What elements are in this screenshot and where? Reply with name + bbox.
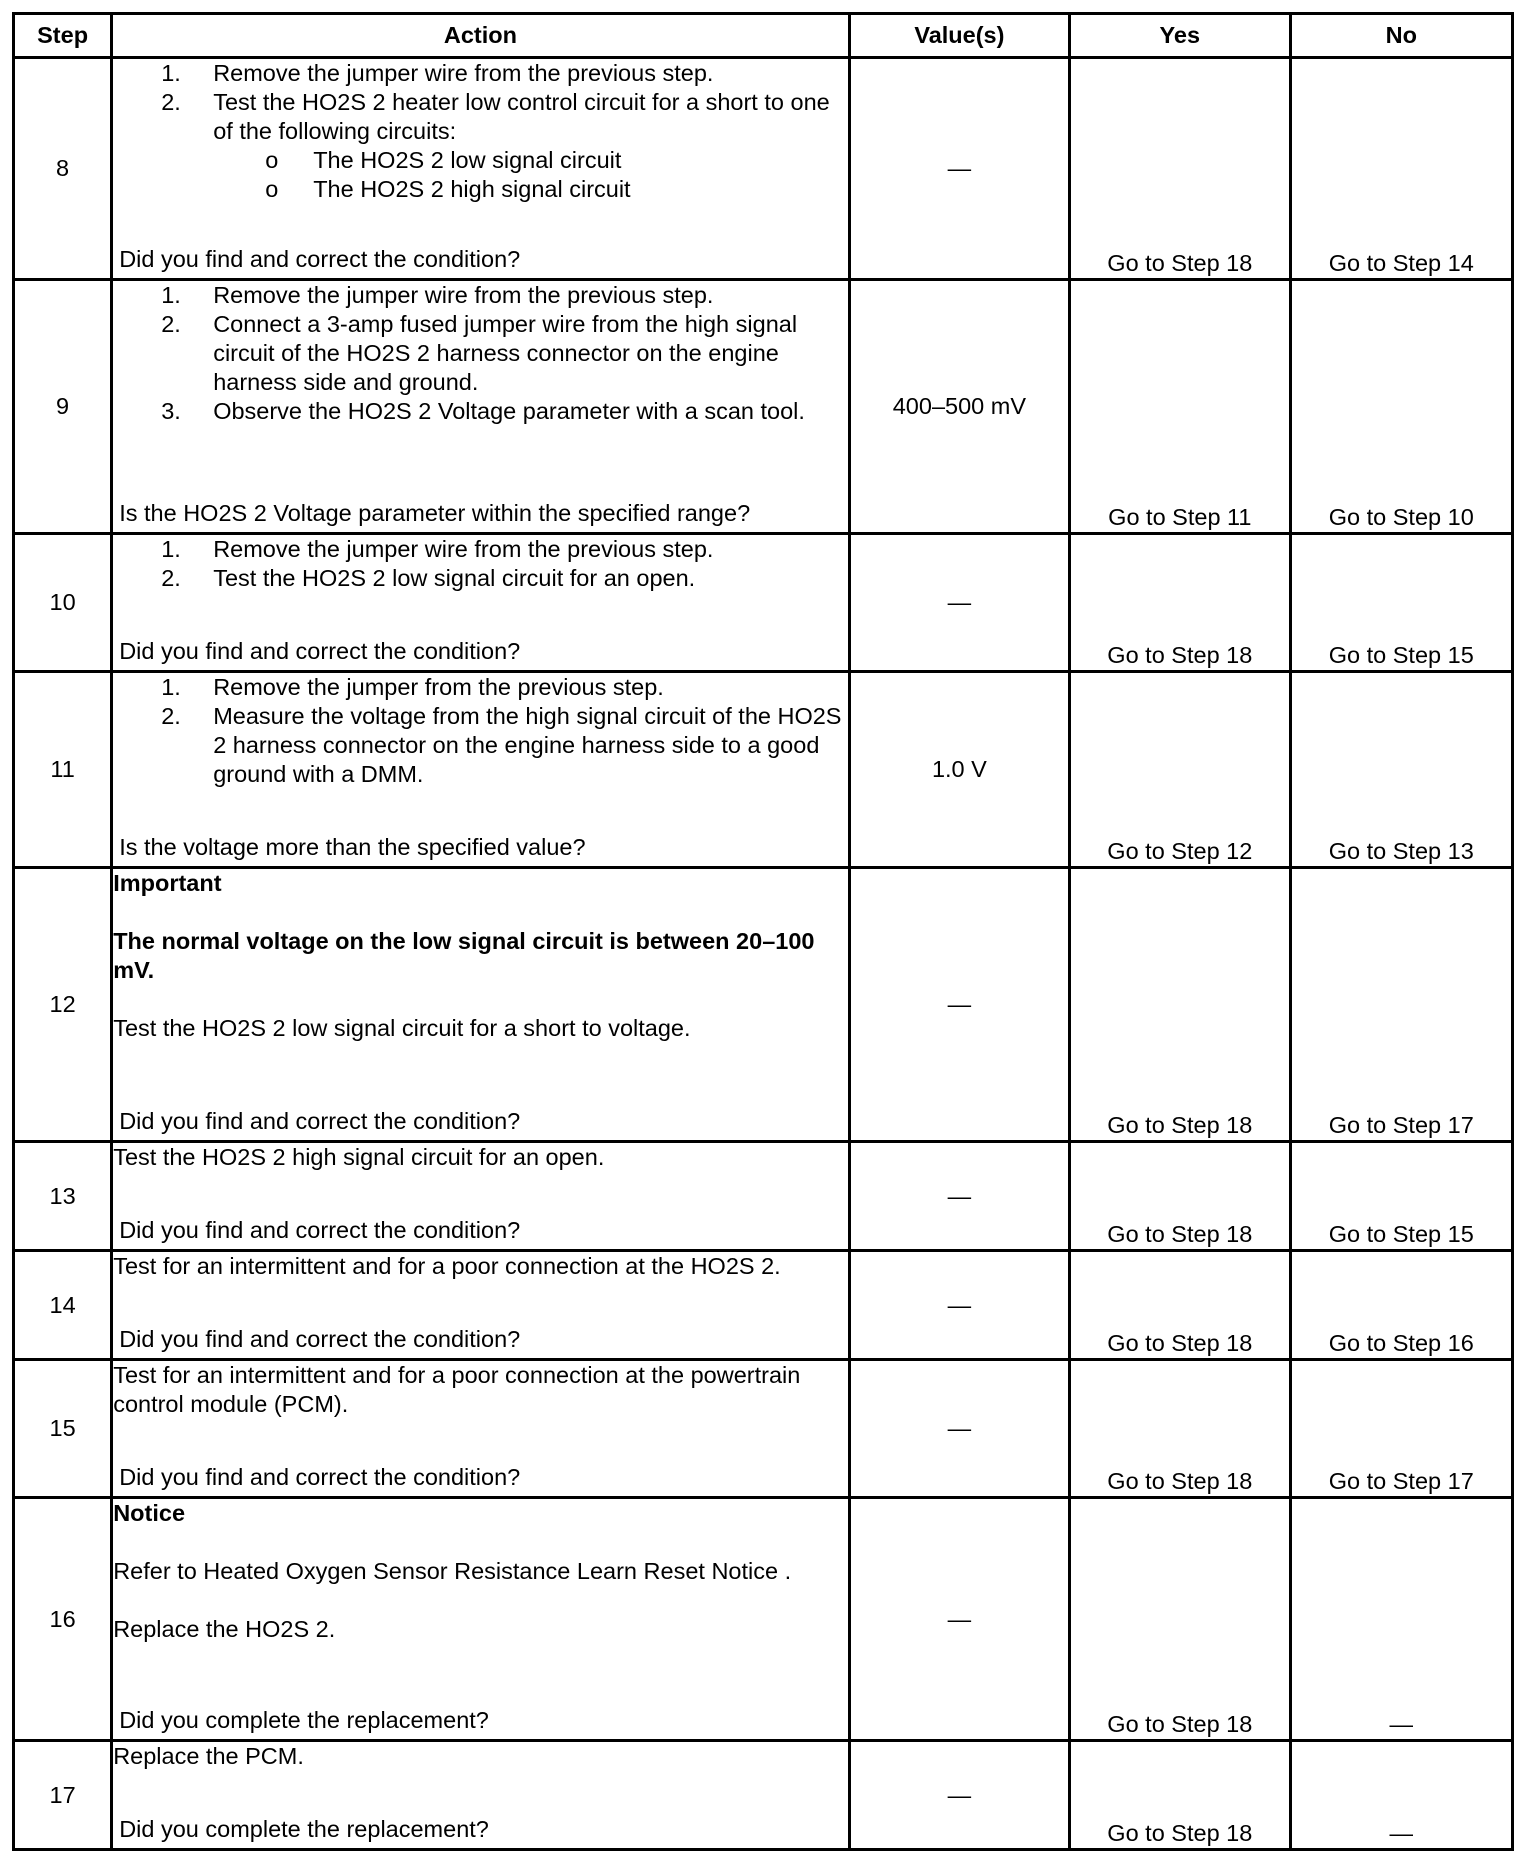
question-text: Did you find and correct the condition? xyxy=(119,1464,521,1490)
no-cell: — xyxy=(1290,1741,1512,1850)
action-list xyxy=(113,673,847,789)
step-number: 17 xyxy=(14,1741,112,1850)
action-text: Replace the PCM. xyxy=(113,1743,304,1769)
yes-cell: Go to Step 18 xyxy=(1070,1142,1290,1251)
question-text: Did you find and correct the condition? xyxy=(119,638,521,664)
question-text: Did you find and correct the condition? xyxy=(119,1108,521,1134)
value-cell: — xyxy=(849,1360,1069,1498)
value-cell: 1.0 V xyxy=(849,672,1069,868)
step-number: 12 xyxy=(14,868,112,1142)
no-cell: Go to Step 17 xyxy=(1290,868,1512,1142)
no-cell: Go to Step 15 xyxy=(1290,534,1512,672)
step-number: 8 xyxy=(14,58,112,280)
question-text: Did you find and correct the condition? xyxy=(119,1217,521,1243)
value-cell: — xyxy=(849,534,1069,672)
no-cell: Go to Step 13 xyxy=(1290,672,1512,868)
step-number: 15 xyxy=(14,1360,112,1498)
important-heading: Important xyxy=(113,870,222,896)
question-text: Did you find and correct the condition? xyxy=(119,246,521,272)
action-cell xyxy=(112,868,849,1142)
list-item: 3. Observe the HO2S 2 Voltage parameter with a scan tool. xyxy=(161,398,805,424)
value-cell: — xyxy=(849,1142,1069,1251)
action-cell xyxy=(112,1498,849,1741)
action-list xyxy=(113,281,847,426)
yes-cell: Go to Step 18 xyxy=(1070,534,1290,672)
question-text: Is the HO2S 2 Voltage parameter within the specified range? xyxy=(119,500,751,526)
action-list xyxy=(113,59,847,204)
action-cell xyxy=(112,1251,849,1360)
step-number: 16 xyxy=(14,1498,112,1741)
action-cell xyxy=(112,58,849,280)
step-number: 13 xyxy=(14,1142,112,1251)
value-cell: 400–500 mV xyxy=(849,280,1069,534)
header-no: No xyxy=(1290,14,1512,58)
header-values: Value(s) xyxy=(849,14,1069,58)
action-text: Test for an intermittent and for a poor connection at the HO2S 2. xyxy=(113,1253,781,1279)
no-cell: Go to Step 15 xyxy=(1290,1142,1512,1251)
yes-cell: Go to Step 18 xyxy=(1070,1360,1290,1498)
important-note: The normal voltage on the low signal circuit is between 20–100 mV. xyxy=(113,928,815,983)
list-item: 2. Test the HO2S 2 low signal circuit for an open. xyxy=(161,565,696,591)
action-cell xyxy=(112,1360,849,1498)
list-item: 1. Remove the jumper wire from the previous step. xyxy=(161,536,714,562)
yes-cell: Go to Step 18 xyxy=(1070,1498,1290,1741)
question-text: Did you complete the replacement? xyxy=(119,1816,489,1842)
yes-cell: Go to Step 18 xyxy=(1070,58,1290,280)
action-list xyxy=(113,535,847,593)
yes-cell: Go to Step 18 xyxy=(1070,868,1290,1142)
header-row xyxy=(14,14,1513,58)
list-item: 2. Connect a 3-amp fused jumper wire from the high signal circuit of the HO2S 2 harness connector on the engine harness side and ground. xyxy=(161,311,798,395)
list-item: 1. Remove the jumper from the previous step. xyxy=(161,674,664,700)
table-row-step-14 xyxy=(14,1251,1513,1360)
sub-list-item: o The HO2S 2 high signal circuit xyxy=(265,176,631,202)
table-row-step-17 xyxy=(14,1741,1513,1850)
yes-cell: Go to Step 11 xyxy=(1070,280,1290,534)
action-text: Test for an intermittent and for a poor connection at the powertrain control module (PCM). xyxy=(113,1362,801,1417)
yes-cell: Go to Step 18 xyxy=(1070,1741,1290,1850)
action-cell xyxy=(112,1142,849,1251)
no-cell: — xyxy=(1290,1498,1512,1741)
sub-list-item: o The HO2S 2 low signal circuit xyxy=(265,147,622,173)
list-item: 1. Remove the jumper wire from the previous step. xyxy=(161,60,714,86)
action-text: Replace the HO2S 2. xyxy=(113,1616,336,1642)
step-number: 9 xyxy=(14,280,112,534)
table-row-step-8 xyxy=(14,58,1513,280)
list-item: 1. Remove the jumper wire from the previous step. xyxy=(161,282,714,308)
no-cell: Go to Step 10 xyxy=(1290,280,1512,534)
step-number: 10 xyxy=(14,534,112,672)
step-number: 11 xyxy=(14,672,112,868)
action-cell xyxy=(112,1741,849,1850)
value-cell: — xyxy=(849,868,1069,1142)
header-yes: Yes xyxy=(1070,14,1290,58)
diagnostic-table xyxy=(12,12,1514,1851)
value-cell: — xyxy=(849,58,1069,280)
action-cell xyxy=(112,280,849,534)
notice-heading: Notice xyxy=(113,1500,186,1526)
action-text: Test the HO2S 2 high signal circuit for an open. xyxy=(113,1144,605,1170)
sub-list xyxy=(213,146,847,204)
table-row-step-13 xyxy=(14,1142,1513,1251)
question-text: Did you complete the replacement? xyxy=(119,1707,489,1733)
list-item: 2. Measure the voltage from the high signal circuit of the HO2S 2 harness connector on the engine harness side to a good ground with a DMM. xyxy=(161,703,842,787)
table-row-step-10 xyxy=(14,534,1513,672)
table-row-step-11 xyxy=(14,672,1513,868)
value-cell: — xyxy=(849,1251,1069,1360)
action-text: Refer to Heated Oxygen Sensor Resistance Learn Reset Notice . xyxy=(113,1558,792,1584)
header-step: Step xyxy=(14,14,112,58)
table-row-step-15 xyxy=(14,1360,1513,1498)
value-cell: — xyxy=(849,1741,1069,1850)
action-cell xyxy=(112,672,849,868)
table-row-step-9 xyxy=(14,280,1513,534)
value-cell: — xyxy=(849,1498,1069,1741)
table-row-step-12 xyxy=(14,868,1513,1142)
no-cell: Go to Step 17 xyxy=(1290,1360,1512,1498)
no-cell: Go to Step 14 xyxy=(1290,58,1512,280)
action-cell xyxy=(112,534,849,672)
table-row-step-16 xyxy=(14,1498,1513,1741)
question-text: Is the voltage more than the specified value? xyxy=(119,834,586,860)
list-item: 2. Test the HO2S 2 heater low control circuit for a short to one of the following circuits: o The HO2S 2 low signal circuit o The HO2S 2 high signal circuit xyxy=(113,88,847,204)
header-action: Action xyxy=(112,14,849,58)
yes-cell: Go to Step 18 xyxy=(1070,1251,1290,1360)
no-cell: Go to Step 16 xyxy=(1290,1251,1512,1360)
question-text: Did you find and correct the condition? xyxy=(119,1326,521,1352)
yes-cell: Go to Step 12 xyxy=(1070,672,1290,868)
step-number: 14 xyxy=(14,1251,112,1360)
action-text: Test the HO2S 2 low signal circuit for a short to voltage. xyxy=(113,1015,691,1041)
